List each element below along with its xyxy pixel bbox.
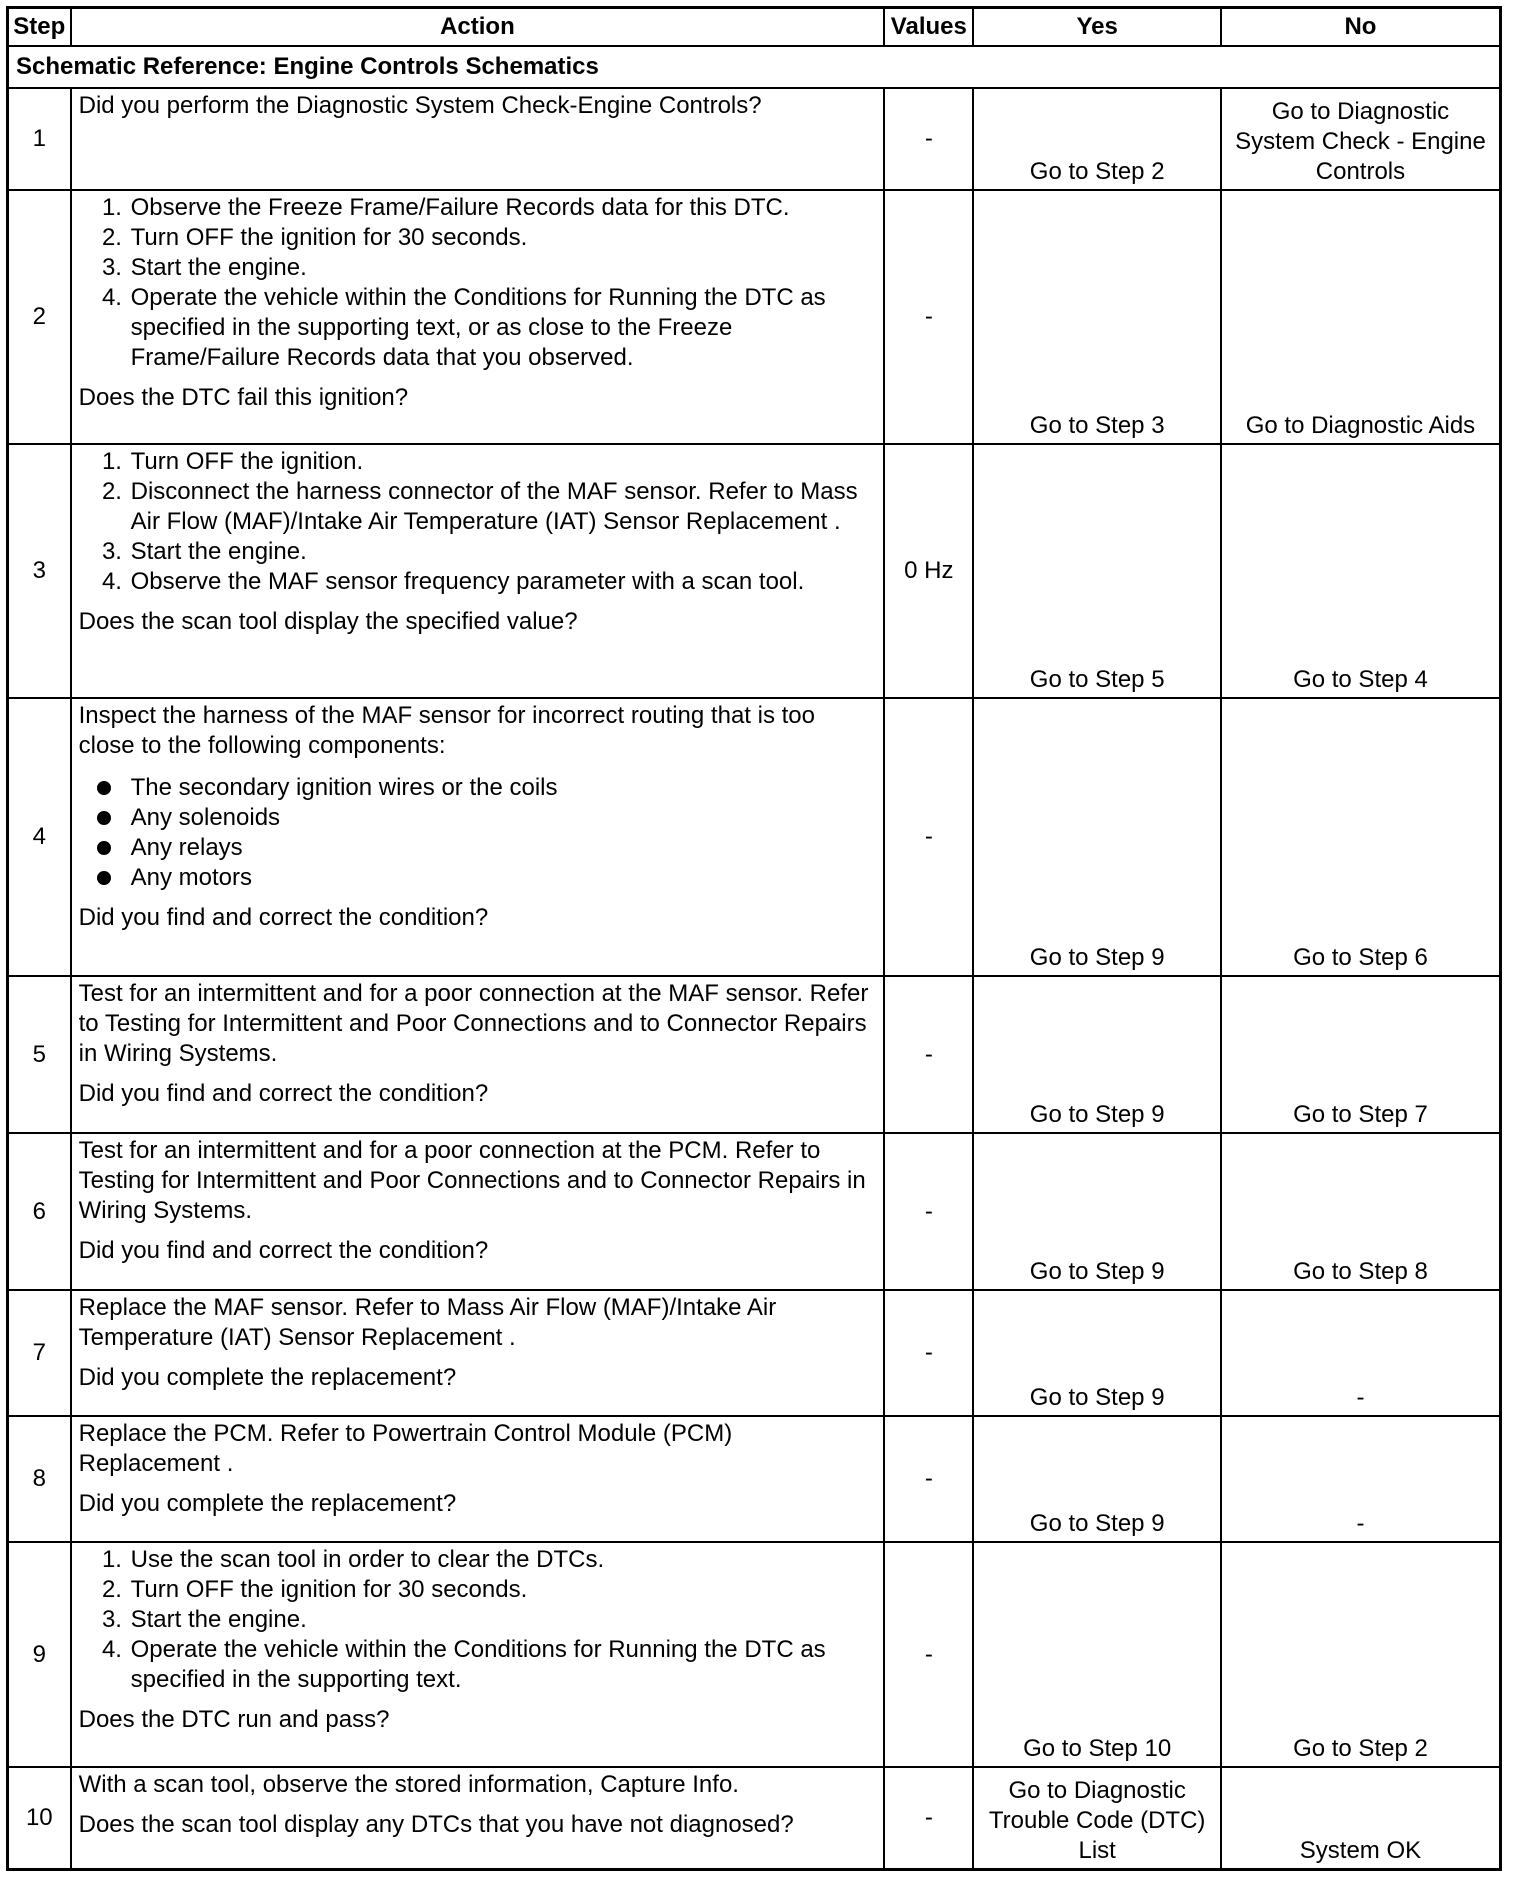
yes-cell: Go to Step 2 bbox=[973, 88, 1220, 190]
component-bullet-list bbox=[79, 773, 877, 893]
step-number: 10 bbox=[8, 1767, 71, 1869]
table-row bbox=[8, 1767, 1501, 1869]
header-row bbox=[8, 8, 1501, 47]
action-step: 2. Disconnect the harness connector of the MAF sensor. Refer to Mass Air Flow (MAF)/Intake Air Temperature (IAT) Sensor Replacement . bbox=[129, 477, 877, 537]
table-row bbox=[8, 1416, 1501, 1542]
action-cell bbox=[71, 1416, 885, 1542]
value-cell: - bbox=[884, 1416, 973, 1542]
no-cell: Go to Diagnostic Aids bbox=[1221, 190, 1501, 444]
value-cell: - bbox=[884, 976, 973, 1133]
no-cell: Go to Step 6 bbox=[1221, 698, 1501, 976]
action-question: Does the DTC run and pass? bbox=[78, 1706, 390, 1733]
component-bullet: Any motors bbox=[129, 863, 877, 893]
value-cell: - bbox=[884, 88, 973, 190]
table-row bbox=[8, 444, 1501, 698]
no-cell: - bbox=[1221, 1290, 1501, 1416]
yes-cell: Go to Step 9 bbox=[973, 698, 1220, 976]
value-cell: - bbox=[884, 1290, 973, 1416]
value-cell: - bbox=[884, 698, 973, 976]
yes-cell: Go to Diagnostic Trouble Code (DTC) List bbox=[973, 1767, 1220, 1869]
step-number: 2 bbox=[8, 190, 71, 444]
action-step-list bbox=[79, 193, 877, 373]
table-row bbox=[8, 88, 1501, 190]
step-number: 3 bbox=[8, 444, 71, 698]
action-step: 1. Use the scan tool in order to clear the DTCs. bbox=[129, 1545, 877, 1575]
component-bullet: Any solenoids bbox=[129, 803, 877, 833]
action-cell bbox=[71, 1767, 885, 1869]
action-intro: Replace the PCM. Refer to Powertrain Control Module (PCM) Replacement . bbox=[78, 1420, 733, 1477]
action-question: Did you find and correct the condition? bbox=[78, 904, 489, 931]
schematic-reference-row bbox=[8, 46, 1501, 88]
action-step: 4. Observe the MAF sensor frequency parameter with a scan tool. bbox=[129, 567, 877, 597]
action-step-list bbox=[79, 447, 877, 597]
action-step: 4. Operate the vehicle within the Conditions for Running the DTC as specified in the supporting text, or as close to the Freeze Frame/Failure Records data that you observed. bbox=[129, 283, 877, 373]
table-row bbox=[8, 1542, 1501, 1767]
value-cell: - bbox=[884, 1133, 973, 1290]
action-intro: Inspect the harness of the MAF sensor for incorrect routing that is too close to the following components: bbox=[78, 702, 815, 759]
component-bullet: Any relays bbox=[129, 833, 877, 863]
no-cell: Go to Step 8 bbox=[1221, 1133, 1501, 1290]
yes-cell: Go to Step 9 bbox=[973, 1416, 1220, 1542]
action-step: 3. Start the engine. bbox=[129, 537, 877, 567]
action-intro: Test for an intermittent and for a poor connection at the MAF sensor. Refer to Testing for Intermittent and Poor Connections and to Connector Repairs in Wiring Systems. bbox=[78, 980, 869, 1067]
step-number: 5 bbox=[8, 976, 71, 1133]
component-bullet: The secondary ignition wires or the coils bbox=[129, 773, 877, 803]
action-step: 1. Turn OFF the ignition. bbox=[129, 447, 877, 477]
action-cell bbox=[71, 88, 885, 190]
action-question: Does the scan tool display any DTCs that you have not diagnosed? bbox=[78, 1811, 794, 1838]
no-cell: Go to Step 7 bbox=[1221, 976, 1501, 1133]
diagnostic-table bbox=[6, 6, 1502, 1871]
no-cell: - bbox=[1221, 1416, 1501, 1542]
table-row bbox=[8, 1290, 1501, 1416]
action-cell bbox=[71, 444, 885, 698]
no-cell: Go to Diagnostic System Check - Engine Controls bbox=[1221, 88, 1501, 190]
action-cell bbox=[71, 190, 885, 444]
action-intro: Replace the MAF sensor. Refer to Mass Air Flow (MAF)/Intake Air Temperature (IAT) Sensor Replacement . bbox=[78, 1294, 777, 1351]
step-number: 4 bbox=[8, 698, 71, 976]
action-cell bbox=[71, 1290, 885, 1416]
table-row bbox=[8, 976, 1501, 1133]
header-values: Values bbox=[884, 8, 973, 47]
yes-cell: Go to Step 10 bbox=[973, 1542, 1220, 1767]
schematic-reference: Schematic Reference: Engine Controls Schematics bbox=[8, 46, 1501, 88]
yes-cell: Go to Step 3 bbox=[973, 190, 1220, 444]
yes-cell: Go to Step 5 bbox=[973, 444, 1220, 698]
step-number: 1 bbox=[8, 88, 71, 190]
header-step: Step bbox=[8, 8, 71, 47]
no-cell: Go to Step 4 bbox=[1221, 444, 1501, 698]
value-cell: 0 Hz bbox=[884, 444, 973, 698]
step-number: 8 bbox=[8, 1416, 71, 1542]
value-cell: - bbox=[884, 1542, 973, 1767]
action-question: Did you complete the replacement? bbox=[78, 1364, 457, 1391]
action-step: 3. Start the engine. bbox=[129, 253, 877, 283]
action-cell bbox=[71, 976, 885, 1133]
header-no: No bbox=[1221, 8, 1501, 47]
action-question: Does the scan tool display the specified value? bbox=[78, 608, 578, 635]
action-step: 2. Turn OFF the ignition for 30 seconds. bbox=[129, 1575, 877, 1605]
header-action: Action bbox=[71, 8, 885, 47]
yes-cell: Go to Step 9 bbox=[973, 976, 1220, 1133]
header-yes: Yes bbox=[973, 8, 1220, 47]
no-cell: Go to Step 2 bbox=[1221, 1542, 1501, 1767]
action-question: Does the DTC fail this ignition? bbox=[78, 384, 409, 411]
step-number: 9 bbox=[8, 1542, 71, 1767]
yes-cell: Go to Step 9 bbox=[973, 1133, 1220, 1290]
action-intro: Did you perform the Diagnostic System Check-Engine Controls? bbox=[78, 92, 762, 119]
step-number: 7 bbox=[8, 1290, 71, 1416]
value-cell: - bbox=[884, 1767, 973, 1869]
action-step: 3. Start the engine. bbox=[129, 1605, 877, 1635]
action-step: 2. Turn OFF the ignition for 30 seconds. bbox=[129, 223, 877, 253]
table-row bbox=[8, 190, 1501, 444]
action-cell bbox=[71, 1542, 885, 1767]
action-step-list bbox=[79, 1545, 877, 1695]
action-cell bbox=[71, 1133, 885, 1290]
action-question: Did you find and correct the condition? bbox=[78, 1080, 489, 1107]
action-question: Did you find and correct the condition? bbox=[78, 1237, 489, 1264]
yes-cell: Go to Step 9 bbox=[973, 1290, 1220, 1416]
action-intro: Test for an intermittent and for a poor connection at the PCM. Refer to Testing for Intermittent and Poor Connections and to Connector Repairs in Wiring Systems. bbox=[78, 1137, 866, 1224]
action-step: 4. Operate the vehicle within the Conditions for Running the DTC as specified in the supporting text. bbox=[129, 1635, 877, 1695]
action-question: Did you complete the replacement? bbox=[78, 1490, 457, 1517]
action-cell bbox=[71, 698, 885, 976]
action-intro: With a scan tool, observe the stored information, Capture Info. bbox=[78, 1771, 739, 1798]
no-cell: System OK bbox=[1221, 1767, 1501, 1869]
step-number: 6 bbox=[8, 1133, 71, 1290]
table-row bbox=[8, 1133, 1501, 1290]
action-step: 1. Observe the Freeze Frame/Failure Records data for this DTC. bbox=[129, 193, 877, 223]
table-row bbox=[8, 698, 1501, 976]
value-cell: - bbox=[884, 190, 973, 444]
